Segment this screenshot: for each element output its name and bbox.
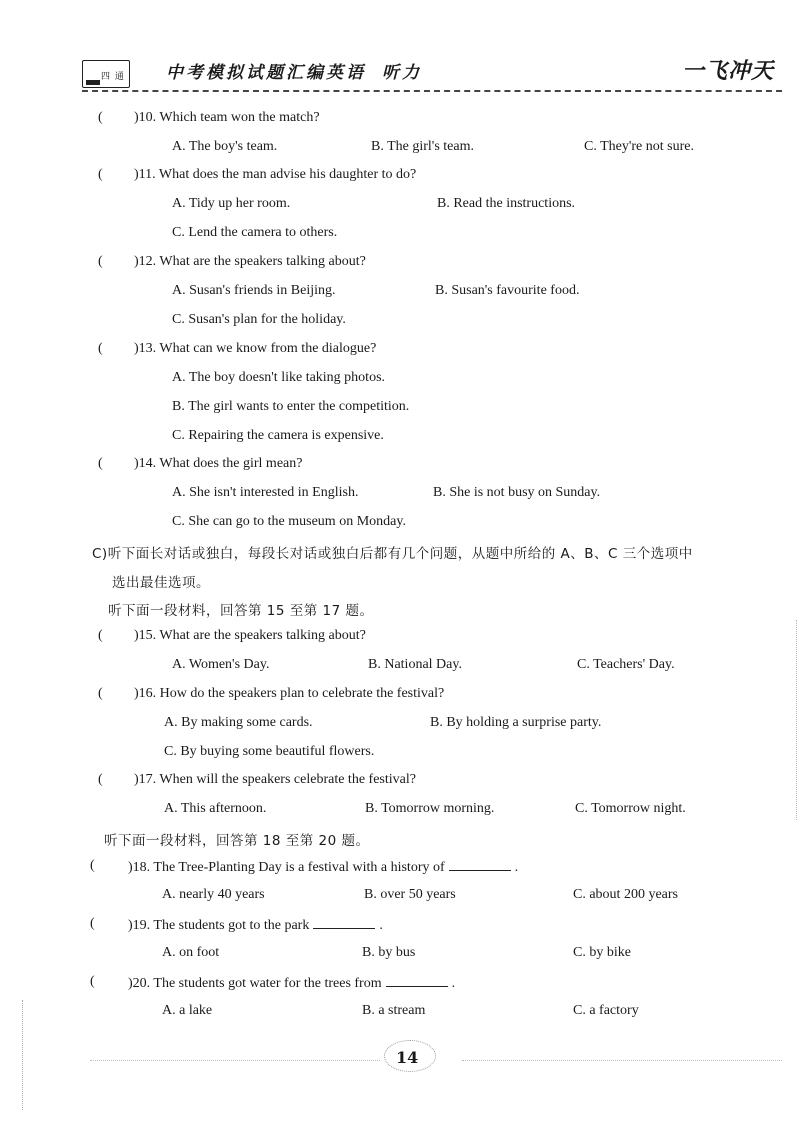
question-text: )16. How do the speakers plan to celebrate the festival? — [134, 686, 445, 701]
question-stem: )20. The students got water for the trees from — [128, 976, 382, 991]
option-a: A. The boy's team. — [172, 139, 278, 154]
option-a: A. nearly 40 years — [162, 887, 265, 902]
logo-text: 四 通 — [101, 72, 125, 82]
answer-paren: ( — [98, 341, 103, 356]
option-a: A. a lake — [162, 1003, 213, 1018]
question-end: . — [451, 976, 456, 991]
option-a: A. The boy doesn't like taking photos. — [172, 370, 386, 385]
answer-paren: ( — [90, 974, 95, 989]
answer-paren: ( — [98, 456, 103, 471]
question-end: . — [379, 918, 383, 933]
option-c: C. Tomorrow night. — [575, 801, 686, 816]
answer-paren: ( — [98, 167, 103, 182]
option-b: B. The girl's team. — [371, 139, 474, 154]
section-c-instruction: C)听下面长对话或独白，每段长对话或独白后都有几个问题，从题中所给的 A、B、C 三个选项中 — [92, 546, 693, 562]
option-c: C. She can go to the museum on Monday. — [172, 514, 406, 529]
option-c: C. By buying some beautiful flowers. — [164, 744, 375, 759]
page-header — [82, 52, 782, 92]
page-number: 14 — [396, 1048, 419, 1067]
binding-margin-line — [22, 1000, 23, 1110]
footer-rule-left — [90, 1060, 380, 1061]
option-a: A. By making some cards. — [164, 715, 313, 730]
question-stem: )18. The Tree-Planting Day is a festival with a history of — [128, 860, 445, 875]
question-text — [128, 858, 518, 876]
option-b: B. a stream — [362, 1003, 426, 1018]
option-b: B. Read the instructions. — [437, 196, 576, 211]
part-heading-15-17: 听下面一段材料，回答第 15 至第 17 题。 — [108, 603, 374, 619]
answer-paren: ( — [98, 254, 103, 269]
question-end: . — [514, 860, 519, 875]
question-text: )12. What are the speakers talking about? — [134, 254, 366, 269]
question-text: )14. What does the girl mean? — [134, 456, 303, 471]
option-c: C. Susan's plan for the holiday. — [172, 312, 346, 327]
answer-paren: ( — [98, 628, 103, 643]
question-text — [128, 974, 455, 992]
option-c: C. Teachers' Day. — [577, 657, 675, 672]
option-b: B. The girl wants to enter the competition. — [172, 399, 410, 414]
option-a: A. Tidy up her room. — [172, 196, 291, 211]
question-text: )11. What does the man advise his daughter to do? — [134, 167, 417, 182]
answer-blank — [449, 858, 511, 871]
option-a: A. on foot — [162, 945, 220, 960]
option-b: B. Tomorrow morning. — [365, 801, 495, 816]
option-c: C. a factory — [573, 1003, 639, 1018]
publisher-logo — [82, 60, 130, 88]
question-text: )17. When will the speakers celebrate the festival? — [134, 772, 416, 787]
question-text — [128, 916, 383, 934]
book-title-main: 中考模拟试题汇编英语 — [166, 63, 366, 83]
answer-paren: ( — [98, 110, 103, 125]
brand-mark: 一飞冲天 — [681, 59, 774, 84]
question-text: )15. What are the speakers talking about? — [134, 628, 366, 643]
option-a: A. This afternoon. — [164, 801, 267, 816]
answer-paren: ( — [90, 858, 95, 873]
option-b: B. by bus — [362, 945, 416, 960]
question-text: )10. Which team won the match? — [134, 110, 320, 125]
answer-paren: ( — [90, 916, 95, 931]
page-edge-mark — [796, 620, 797, 820]
option-c: C. by bike — [573, 945, 631, 960]
answer-paren: ( — [98, 686, 103, 701]
question-text: )13. What can we know from the dialogue? — [134, 341, 377, 356]
option-a: A. Women's Day. — [172, 657, 270, 672]
option-a: A. She isn't interested in English. — [172, 485, 359, 500]
option-a: A. Susan's friends in Beijing. — [172, 283, 336, 298]
header-divider — [82, 90, 782, 92]
option-c: C. They're not sure. — [584, 139, 694, 154]
option-b: B. She is not busy on Sunday. — [433, 485, 601, 500]
option-b: B. National Day. — [368, 657, 462, 672]
book-title — [166, 58, 422, 83]
book-title-sub: 听力 — [382, 63, 422, 83]
option-b: B. Susan's favourite food. — [435, 283, 580, 298]
answer-blank — [386, 974, 448, 987]
option-c: C. Repairing the camera is expensive. — [172, 428, 384, 443]
option-c: C. about 200 years — [573, 887, 678, 902]
section-c-instruction-cont: 选出最佳选项。 — [112, 575, 210, 591]
footer-rule-right — [462, 1060, 782, 1061]
option-c: C. Lend the camera to others. — [172, 225, 338, 240]
answer-paren: ( — [98, 772, 103, 787]
option-b: B. By holding a surprise party. — [430, 715, 602, 730]
question-stem: )19. The students got to the park — [128, 918, 310, 933]
answer-blank — [313, 916, 375, 929]
option-b: B. over 50 years — [364, 887, 456, 902]
part-heading-18-20: 听下面一段材料，回答第 18 至第 20 题。 — [104, 833, 370, 849]
logo-bar — [86, 80, 100, 85]
